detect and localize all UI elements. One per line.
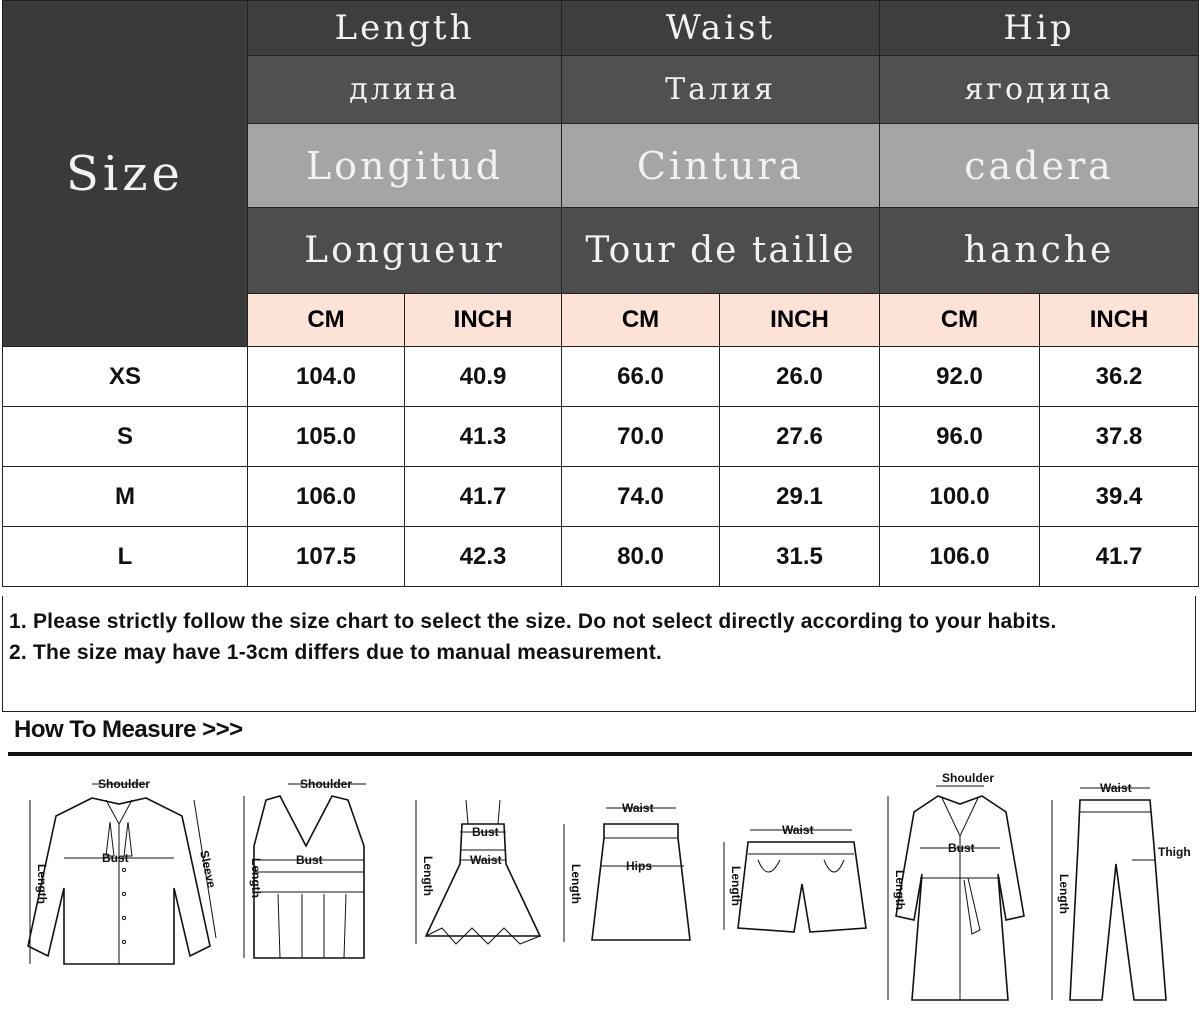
shirt-illustration bbox=[14, 760, 232, 972]
length-label: Length bbox=[249, 858, 263, 898]
length-label: Length bbox=[569, 864, 583, 904]
value-cell: 66.0 bbox=[562, 347, 720, 407]
shoulder-label: Shoulder bbox=[300, 777, 353, 791]
unit-waist-cm: CM bbox=[562, 294, 720, 347]
bust-label: Bust bbox=[472, 825, 499, 839]
value-cell: 80.0 bbox=[562, 527, 720, 587]
value-cell: 92.0 bbox=[880, 347, 1040, 407]
bust-label: Bust bbox=[948, 841, 975, 855]
unit-length-inch: INCH bbox=[405, 294, 562, 347]
table-row bbox=[3, 527, 1199, 587]
bust-label: Bust bbox=[296, 853, 323, 867]
unit-hip-cm: CM bbox=[880, 294, 1040, 347]
value-cell: 106.0 bbox=[248, 467, 405, 527]
header-hip-es: cadera bbox=[880, 124, 1199, 208]
header-hip-ru: ягодица bbox=[880, 56, 1199, 124]
value-cell: 41.7 bbox=[1040, 527, 1199, 587]
value-cell: 41.3 bbox=[405, 407, 562, 467]
header-waist-en: Waist bbox=[562, 1, 880, 56]
sleeve-label: Sleeve bbox=[197, 849, 219, 890]
table-row bbox=[3, 347, 1199, 407]
value-cell: 104.0 bbox=[248, 347, 405, 407]
unit-length-cm: CM bbox=[248, 294, 405, 347]
header-length-es: Longitud bbox=[248, 124, 562, 208]
coat-illustration bbox=[880, 760, 1040, 1010]
value-cell: 31.5 bbox=[720, 527, 880, 587]
header-waist-fr: Tour de taille bbox=[562, 208, 880, 294]
divider bbox=[8, 752, 1192, 756]
size-header: Size bbox=[3, 1, 248, 347]
length-label: Length bbox=[893, 870, 907, 910]
hips-label: Hips bbox=[626, 859, 653, 873]
shoulder-label: Shoulder bbox=[942, 771, 995, 785]
waist-label: Waist bbox=[1100, 781, 1132, 795]
value-cell: 36.2 bbox=[1040, 347, 1199, 407]
skirt-illustration bbox=[556, 760, 696, 972]
note-1: 1. Please strictly follow the size chart to select the size. Do not select directly according to your habits. bbox=[9, 610, 1057, 633]
size-cell: S bbox=[3, 407, 248, 467]
header-waist-es: Cintura bbox=[562, 124, 880, 208]
unit-waist-inch: INCH bbox=[720, 294, 880, 347]
value-cell: 42.3 bbox=[405, 527, 562, 587]
shoulder-label: Shoulder bbox=[98, 777, 151, 791]
header-hip-en: Hip bbox=[880, 1, 1199, 56]
value-cell: 70.0 bbox=[562, 407, 720, 467]
waist-label: Waist bbox=[782, 823, 814, 837]
header-length-fr: Longueur bbox=[248, 208, 562, 294]
value-cell: 40.9 bbox=[405, 347, 562, 407]
value-cell: 74.0 bbox=[562, 467, 720, 527]
size-notes bbox=[2, 596, 1196, 712]
waist-label: Waist bbox=[622, 801, 654, 815]
header-length-ru: длина bbox=[248, 56, 562, 124]
value-cell: 29.1 bbox=[720, 467, 880, 527]
table-row bbox=[3, 467, 1199, 527]
value-cell: 37.8 bbox=[1040, 407, 1199, 467]
value-cell: 100.0 bbox=[880, 467, 1040, 527]
size-cell: M bbox=[3, 467, 248, 527]
value-cell: 41.7 bbox=[405, 467, 562, 527]
header-hip-fr: hanche bbox=[880, 208, 1199, 294]
length-label: Length bbox=[1057, 874, 1071, 914]
value-cell: 107.5 bbox=[248, 527, 405, 587]
shorts-illustration bbox=[710, 760, 870, 972]
header-length-en: Length bbox=[248, 1, 562, 56]
dress-illustration bbox=[404, 760, 544, 972]
waist-label: Waist bbox=[470, 853, 502, 867]
measurement-illustrations bbox=[0, 760, 1200, 1020]
size-table bbox=[2, 0, 1199, 587]
table-row bbox=[3, 407, 1199, 467]
value-cell: 105.0 bbox=[248, 407, 405, 467]
value-cell: 96.0 bbox=[880, 407, 1040, 467]
value-cell: 106.0 bbox=[880, 527, 1040, 587]
value-cell: 27.6 bbox=[720, 407, 880, 467]
bust-label: Bust bbox=[102, 851, 129, 865]
pants-illustration bbox=[1042, 760, 1192, 1010]
note-2: 2. The size may have 1-3cm differs due to manual measurement. bbox=[9, 641, 662, 664]
header-waist-ru: Талия bbox=[562, 56, 880, 124]
length-label: Length bbox=[421, 856, 435, 896]
value-cell: 26.0 bbox=[720, 347, 880, 407]
length-label: Length bbox=[35, 864, 49, 904]
length-label: Length bbox=[729, 866, 743, 906]
size-cell: XS bbox=[3, 347, 248, 407]
size-cell: L bbox=[3, 527, 248, 587]
vest-illustration bbox=[240, 760, 390, 972]
unit-hip-inch: INCH bbox=[1040, 294, 1199, 347]
how-to-measure-title: How To Measure >>> bbox=[14, 716, 243, 743]
value-cell: 39.4 bbox=[1040, 467, 1199, 527]
thigh-label: Thigh bbox=[1158, 845, 1191, 859]
